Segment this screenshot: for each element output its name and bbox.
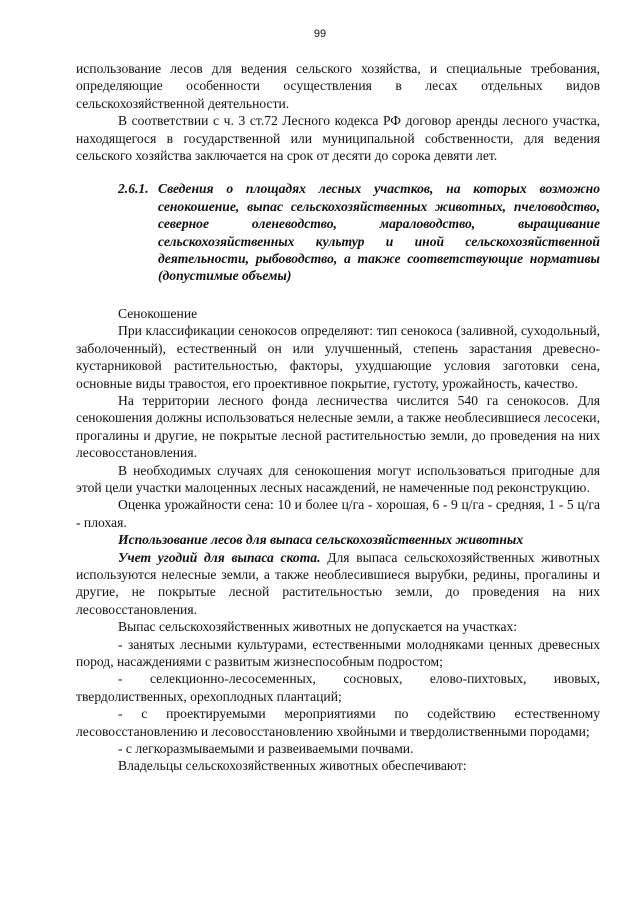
subheading-senokoshenie: Сенокошение xyxy=(118,305,198,321)
list-item: - занятых лесными культурами, естественными молодняками ценных древесных пород, насаждениями с развитым жизнеспособным подростом; xyxy=(76,636,600,669)
page-number: 99 xyxy=(313,28,327,40)
subheading-grazing: Использование лесов для выпаса сельскохозяйственных животных xyxy=(118,532,524,548)
grazing-lead-text: Для выпаса сельскохозяйственных животных используются нелесные земли, а также необлесившиеся вырубки, редины, прогалины и другие, не покрытые лесной растительностью земли, до проведения на них лесовосстановления. xyxy=(76,549,600,617)
paragraph-classification: При классификации сенокосов определяют: тип сенокоса (заливной, суходольный, заболоченный), естественный он или улучшенный, степень зарастания древесно-кустарниковой растительностью, факторы, ухудшающие условия заготовки сена, основные виды травостоя, его проективное покрытие, густоту, урожайность, качество. xyxy=(76,323,600,391)
list-item: - с легкоразмываемыми и развеиваемыми почвами. xyxy=(118,741,414,757)
list-item: - селекционно-лесосеменных, сосновых, елово-пихтовых, ивовых, твердолиственных, орехоплодных плантаций; xyxy=(76,671,600,704)
paragraph-grazing-restriction: Выпас сельскохозяйственных животных не допускается на участках: xyxy=(118,619,518,635)
section-heading xyxy=(76,180,600,284)
paragraph-grazing-lands xyxy=(76,549,600,619)
paragraph-hayfield-use: В необходимых случаях для сенокошения могут использоваться пригодные для этой цели участки малоценных лесных насаждений, не намеченные под реконструкцию. xyxy=(76,462,600,495)
list-item: - с проектируемыми мероприятиями по содействию естественному лесовосстановлению и лесовосстановлению хвойными и твердолиственными породами; xyxy=(76,706,600,739)
paragraph-owners-duties: Владельцы сельскохозяйственных животных обеспечивают: xyxy=(118,758,467,774)
paragraph-lease-term: В соответствии с ч. 3 ст.72 Лесного кодекса РФ договор аренды лесного участка, находящегося в государственной или муниципальной собственности, для ведения сельского хозяйства заключается на срок от десяти до сорока девяти лет. xyxy=(76,113,600,164)
paragraph-continuation: использование лесов для ведения сельского хозяйства, и специальные требования, определяющие особенности осуществления в лесах отдельных видов сельскохозяйственной деятельности. xyxy=(76,61,600,111)
paragraph-yield-rating: Оценка урожайности сена: 10 и более ц/га - хорошая, 6 - 9 ц/га - средняя, 1 - 5 ц/га - плохая. xyxy=(76,497,600,530)
section-title: Сведения о площадях лесных участков, на которых возможно сенокошение, выпас сельскохозяйственных животных, пчеловодство, северное оленеводство, мараловодство, выращивание сельскохозяйственных культур и иной сельскохозяйственной деятельности, рыбоводство, а также соответствующие нормативы (допустимые объемы) xyxy=(158,181,600,284)
grazing-lead-bold: Учет угодий для выпаса скота. xyxy=(118,549,321,565)
section-number: 2.6.1. xyxy=(118,181,149,197)
page-body xyxy=(76,60,600,775)
paragraph-hayfield-area: На территории лесного фонда лесничества числится 540 га сенокосов. Для сенокошения должны использоваться нелесные земли, а также необлесившиеся лесосеки, прогалины и другие, не покрытые лесной растительностью земли, до проведения на них лесовосстановления. xyxy=(76,392,600,461)
